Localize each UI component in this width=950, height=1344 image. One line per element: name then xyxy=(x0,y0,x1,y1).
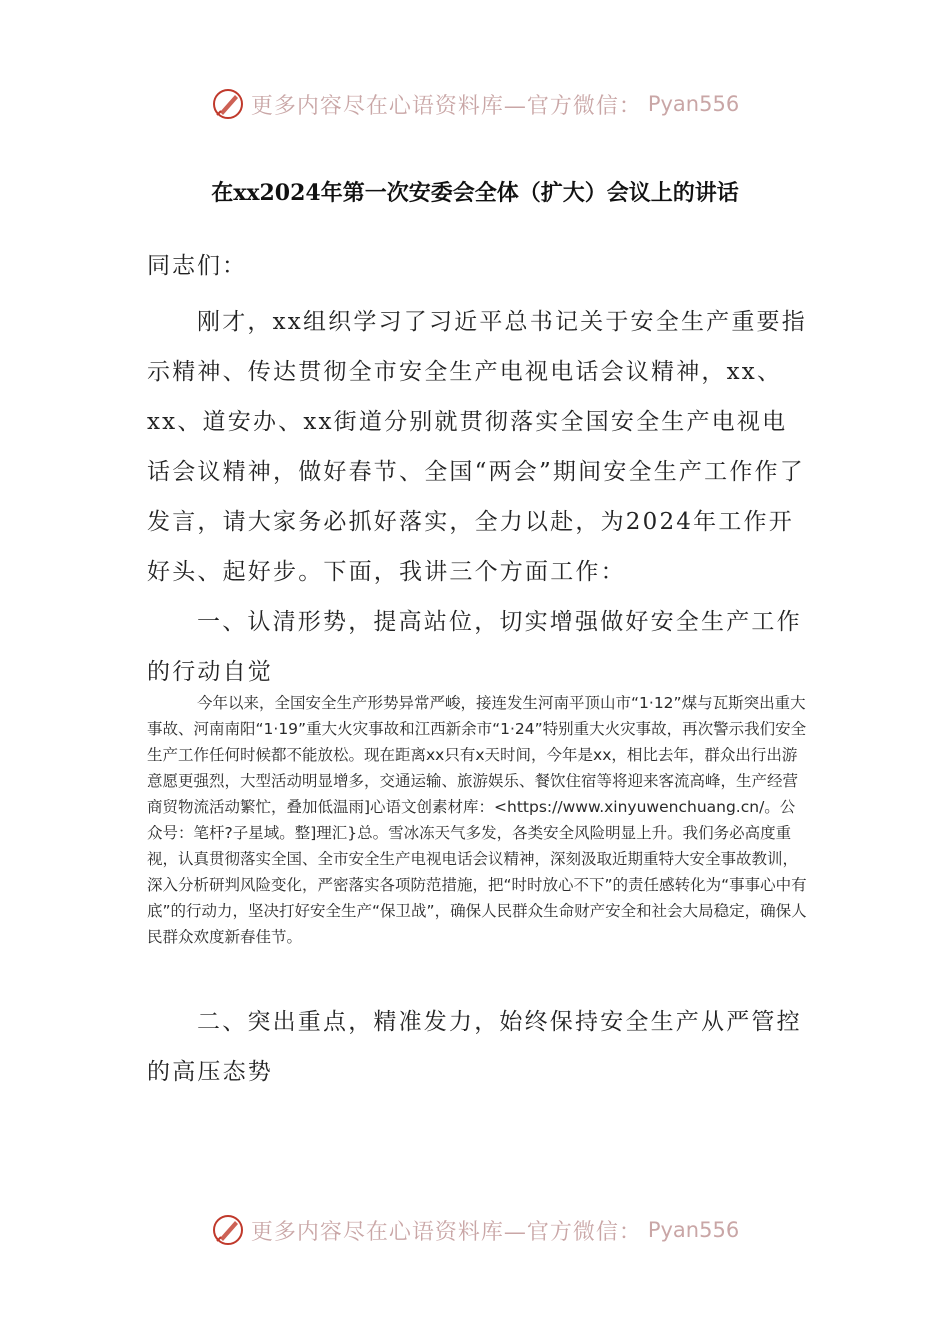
pen-logo-icon xyxy=(211,1213,245,1247)
greeting: 同志们： xyxy=(147,253,247,279)
watermark-text: 更多内容尽在心语资料库—官方微信： xyxy=(250,93,642,119)
watermark-wechat-id: Pyan556 xyxy=(647,1218,740,1242)
header-watermark xyxy=(0,84,950,124)
pen-logo-icon xyxy=(211,87,245,121)
document-title: 在xx2024年第一次安委会全体（扩大）会议上的讲话 xyxy=(211,180,739,206)
section-heading-1: 一、认清形势，提高站位，切实增强做好安全生产工作的行动自觉 xyxy=(147,609,802,685)
paragraph-situation: 今年以来，全国安全生产形势异常严峻，接连发生河南平顶山市“1·12”煤与瓦斯突出重大事故、河南南阳“1·19”重大火灾事故和江西新余市“1·24”特别重大火灾事故，再次警示我们安全生产工作任何时候都不能放松。现在距离xx只有x天时间，今年是xx，相比去年，群众出行出游意愿更强烈，大型活动明显增多，交通运输、旅游娱乐、餐饮住宿等将迎来客流高峰，生产经营商贸物流活动繁忙，叠加低温雨]心语文创素材库：<https://www.xinyuwenchuang.cn/。公众号：笔杆?子星域。整]理汇}总。雪冰冻天气多发，各类安全风险明显上升。我们务必高度重视，认真贯彻落实全国、全市安全生产电视电话会议精神，深刻汲取近期重特大安全事故教训，深入分析研判风险变化，严密落实各项防范措施，把“时时放心不下”的责任感转化为“事事心中有底”的行动力，坚决打好安全生产“保卫战”，确保人民群众生命财产安全和社会大局稳定，确保人民群众欢度新春佳节。 xyxy=(147,694,807,946)
footer-watermark xyxy=(0,1210,950,1250)
watermark-text: 更多内容尽在心语资料库—官方微信： xyxy=(250,1219,642,1245)
paragraph-intro: 刚才，xx组织学习了习近平总书记关于安全生产重要指示精神、传达贯彻全市安全生产电视电话会议精神，xx、xx、道安办、xx街道分别就贯彻落实全国安全生产电视电话会议精神，做好春节、全国“两会”期间安全生产工作作了发言，请大家务必抓好落实，全力以赴，为2024年工作开好头、起好步。下面，我讲三个方面工作： xyxy=(147,309,807,585)
section-heading-2: 二、突出重点，精准发力，始终保持安全生产从严管控的高压态势 xyxy=(147,1009,802,1085)
watermark-wechat-id: Pyan556 xyxy=(647,92,740,116)
